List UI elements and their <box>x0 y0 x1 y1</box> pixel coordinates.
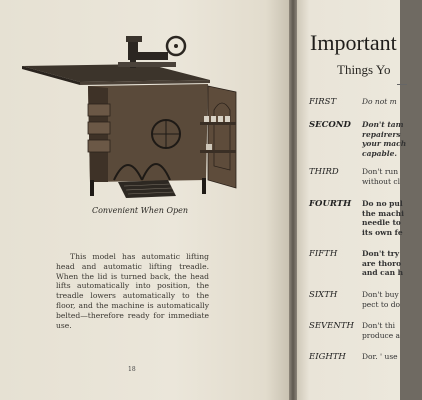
item-label: THIRD <box>309 167 339 177</box>
item-text: Dor. ' use <box>362 352 398 361</box>
item-label: FIFTH <box>309 249 338 259</box>
item-label: EIGHTH <box>309 352 346 362</box>
item-text: Don't tam repairers your mach capable. <box>362 120 407 158</box>
item-text: Do not m <box>362 97 397 106</box>
page-number: 18 <box>128 366 136 373</box>
page-title: Important <box>310 30 397 55</box>
right-page <box>297 0 407 400</box>
figure-caption: Convenient When Open <box>91 206 189 215</box>
page-subtitle: Things Yo <box>337 62 391 77</box>
item-text: Don't run without cl <box>362 167 401 186</box>
body-paragraph: This model has automatic lifting head and automatic lifting treadle. When the lid is turned back, the head lifts automatically into position, the treadle lowers automatically to the floor, and the machine is automatically belted—therefore ready for immediate use. <box>56 252 209 330</box>
item-text: Do no pul the machi needle to its own fe <box>362 199 404 237</box>
item-text: Don't try are thoro and can h <box>362 249 404 277</box>
item-label: FIRST <box>309 97 337 107</box>
item-label: FOURTH <box>309 199 352 209</box>
sewing-machine-cabinet-illustration <box>18 30 248 210</box>
book-gutter <box>289 0 297 400</box>
item-label: SIXTH <box>309 290 338 300</box>
item-label: SECOND <box>309 120 351 130</box>
item-label: SEVENTH <box>309 321 354 331</box>
item-text: Don't thi produce a <box>362 321 401 340</box>
title-rule <box>397 84 407 85</box>
item-text: Don't buy pect to do <box>362 290 401 309</box>
